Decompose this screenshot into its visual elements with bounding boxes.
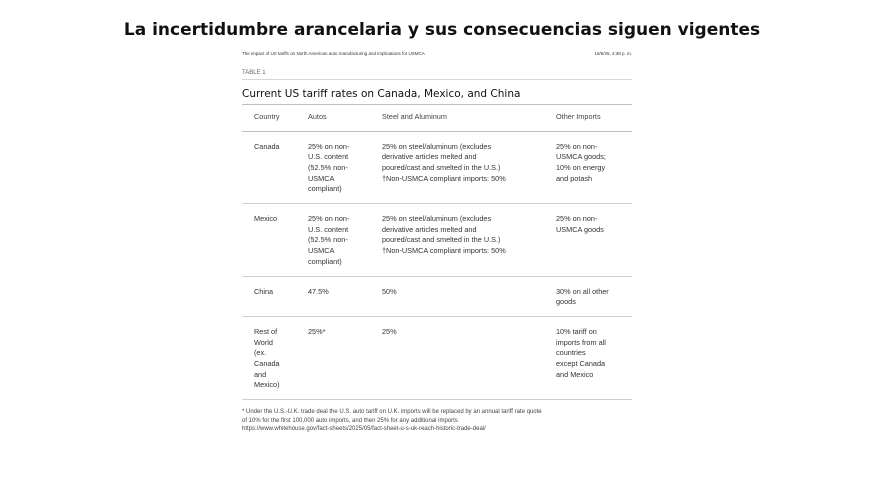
column-header-autos: Autos <box>308 112 327 121</box>
cell-text-line: 50% <box>382 286 397 296</box>
footnote-source-link[interactable]: https://www.whitehouse.gov/fact-sheets/2025/05/fact-sheet-u-s-uk-reach-historic-trade-deal/ <box>242 425 486 432</box>
table-cell-country <box>242 316 308 399</box>
cell-text-line: U.S. content <box>308 224 349 234</box>
footnote-line: * Under the U.S.-U.K. trade deal the U.S. auto tariff on U.K. imports will be replaced by an annual tariff rate quote <box>242 409 542 416</box>
column-header-other-imports: Other Imports <box>556 112 601 121</box>
slide-title: La incertidumbre arancelaria y sus consecuencias siguen vigentes <box>123 20 761 40</box>
document-header <box>242 50 632 58</box>
cell-text-line: World <box>254 337 273 347</box>
cell-text-line: compliant) <box>308 256 342 266</box>
table-cell-autos <box>308 316 382 399</box>
column-header-country: Country <box>254 112 280 121</box>
cell-text-line: imports from all <box>556 337 606 347</box>
table-row <box>242 316 632 399</box>
table-cell-other <box>556 316 632 399</box>
table-cell-country <box>242 204 308 277</box>
cell-text-line: and <box>254 369 267 379</box>
cell-text-line: Canada <box>254 359 280 369</box>
cell-text-line: countries <box>556 348 586 358</box>
table-cell-autos <box>308 204 382 277</box>
footnote-line: of 10% for the first 100,000 auto imports, and then 25% for any additional imports <box>242 417 458 424</box>
document-header-timestamp: 16/6/25, 4:38 p. m. <box>594 51 632 56</box>
table-cell-steel <box>382 204 556 277</box>
cell-text-line: (ex. <box>254 348 267 358</box>
table-cell-autos <box>308 276 382 316</box>
table-cell-steel <box>382 316 556 399</box>
cell-text-line: USMCA goods; <box>556 152 606 162</box>
cell-text-line: poured/cast and smelted in the U.S.) <box>382 235 501 245</box>
cell-text-line: derivative articles melted and <box>382 152 477 162</box>
cell-text-line: and potash <box>556 173 593 183</box>
cell-text-line: †Non-USMCA compliant imports: 50% <box>382 246 506 256</box>
table-cell-steel <box>382 276 556 316</box>
cell-text-line: goods <box>556 297 576 307</box>
table-header-row <box>242 105 632 131</box>
table-footnote <box>242 408 632 433</box>
cell-text-line: U.S. content <box>308 152 349 162</box>
table-cell-other <box>556 204 632 277</box>
document-excerpt <box>242 50 632 433</box>
cell-text-line: derivative articles melted and <box>382 224 477 234</box>
cell-text-line: poured/cast and smelted in the U.S.) <box>382 162 501 172</box>
cell-text-line: compliant) <box>308 184 342 194</box>
cell-text-line: 25% on non- <box>308 141 350 151</box>
cell-text-line: 47.5% <box>308 286 329 296</box>
cell-text-line: 10% tariff on <box>556 326 597 336</box>
table-cell-country <box>242 131 308 204</box>
cell-text-line: 25%* <box>308 326 326 336</box>
cell-text-line: 25% <box>382 326 397 336</box>
cell-text-line: (52.5% non- <box>308 235 348 245</box>
cell-text-line: and Mexico <box>556 369 594 379</box>
cell-text-line: (52.5% non- <box>308 162 348 172</box>
table-cell-other <box>556 276 632 316</box>
cell-text-line: 25% on steel/aluminum (excludes <box>382 141 492 151</box>
cell-text-line: Rest of <box>254 326 278 336</box>
cell-text-line: 30% on all other <box>556 286 609 296</box>
table-row <box>242 276 632 316</box>
table-body <box>242 131 632 400</box>
table-cell-other <box>556 131 632 204</box>
tariff-table <box>242 105 632 400</box>
cell-text-line: 25% on steel/aluminum (excludes <box>382 214 492 224</box>
table-cell-country <box>242 276 308 316</box>
cell-text-line: Mexico) <box>254 380 280 390</box>
table-label: TABLE 1 <box>242 70 632 80</box>
document-header-title: The impact of US tariffs on North American auto manufacturing and implications for USMCA <box>242 51 425 56</box>
cell-text-line: China <box>254 286 274 296</box>
table-row <box>242 131 632 204</box>
column-header-steel-aluminum: Steel and Aluminum <box>382 112 447 121</box>
cell-text-line: USMCA <box>308 246 335 256</box>
cell-text-line: Mexico <box>254 214 278 224</box>
cell-text-line: except Canada <box>556 359 606 369</box>
table-row <box>242 204 632 277</box>
table-cell-autos <box>308 131 382 204</box>
cell-text-line: USMCA <box>308 173 335 183</box>
cell-text-line: 25% on non- <box>308 214 350 224</box>
cell-text-line: 10% on energy <box>556 162 606 172</box>
cell-text-line: 25% on non- <box>556 214 598 224</box>
table-cell-steel <box>382 131 556 204</box>
cell-text-line: Canada <box>254 141 280 151</box>
cell-text-line: †Non-USMCA compliant imports: 50% <box>382 173 506 183</box>
cell-text-line: 25% on non- <box>556 141 598 151</box>
table-title: Current US tariff rates on Canada, Mexico, and China <box>242 88 632 105</box>
cell-text-line: USMCA goods <box>556 224 604 234</box>
